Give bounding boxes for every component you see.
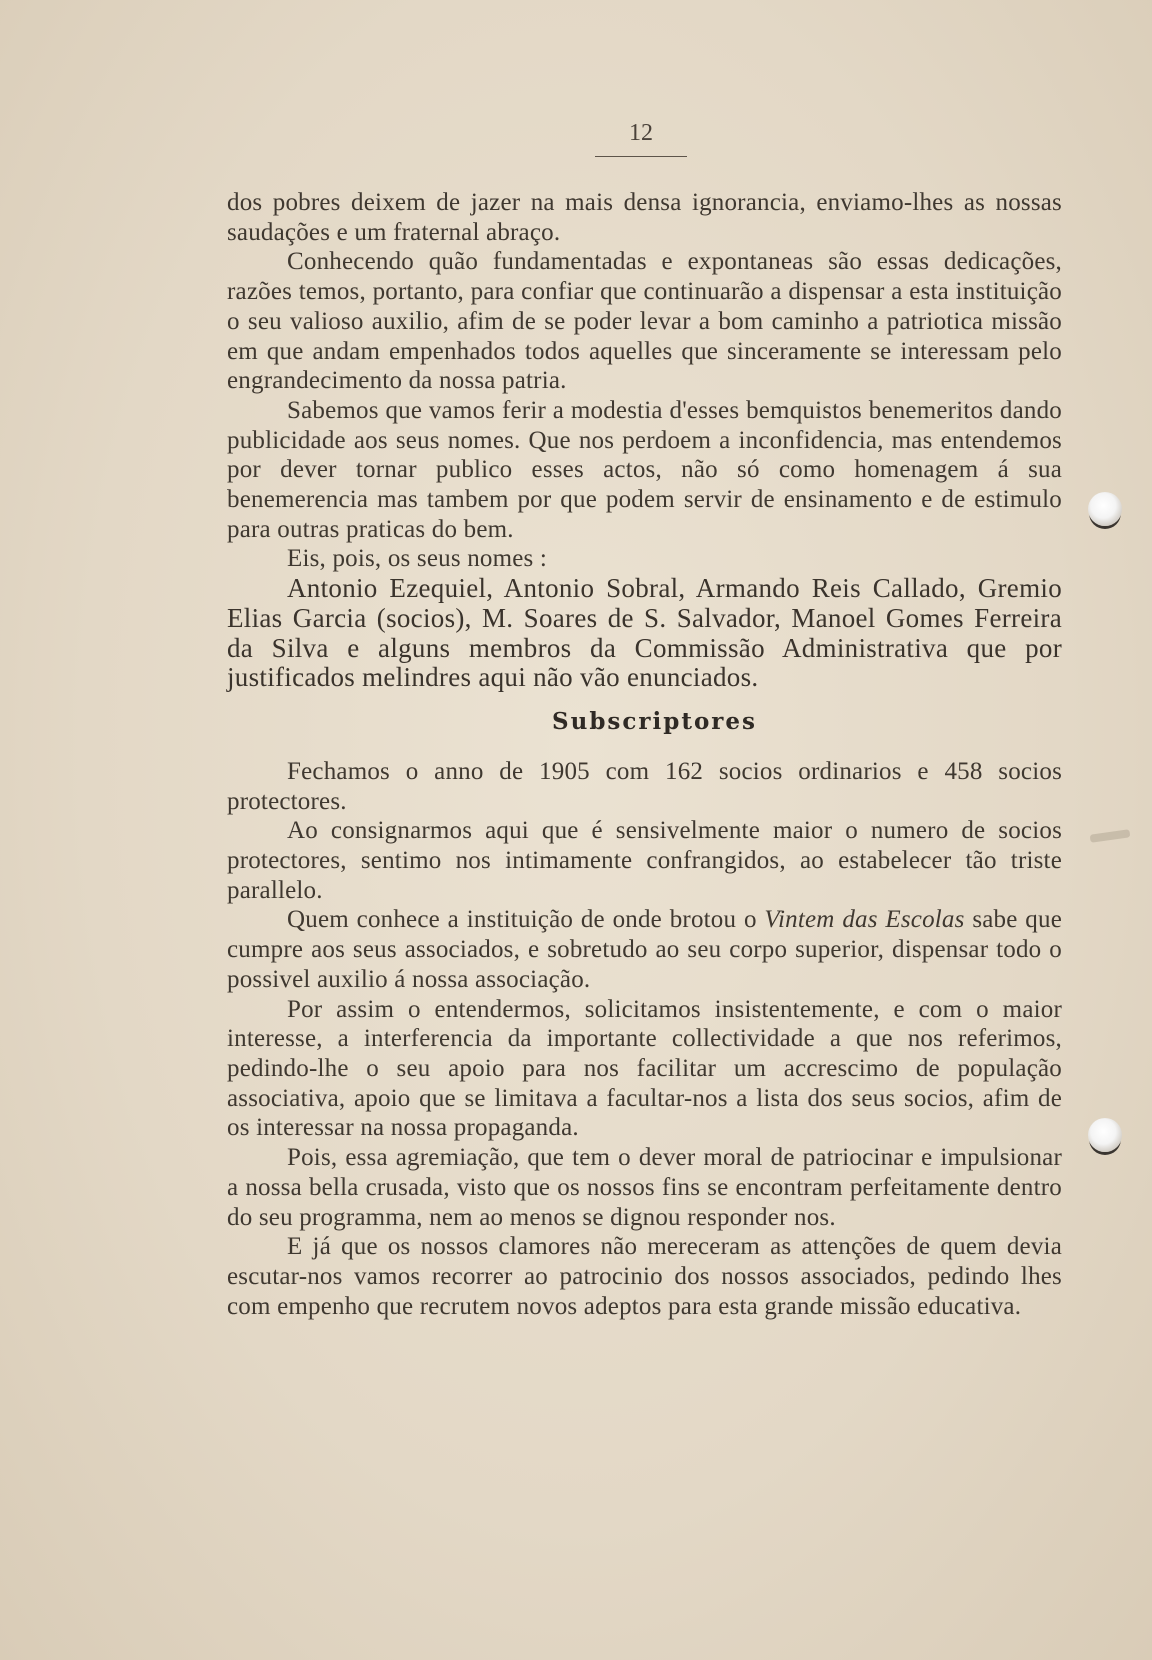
section-heading-subscriptores: Subscriptores — [552, 707, 757, 735]
paragraph-names-intro: Eis, pois, os seus nomes : — [287, 545, 548, 573]
paper-stain — [1090, 829, 1131, 842]
paragraph-continued: dos pobres deixem de jazer na mais densa ignorancia, enviamo-lhes as nossas saudações e um fraternal abraço. — [227, 189, 1062, 246]
paragraph-dedications: Conhecendo quão fundamentadas e expontaneas são essas dedicações, razões temos, portanto, para confiar que continuarão a dispensar a esta instituição o seu valioso auxilio, afim de se poder levar a bom caminho a patriotica missão em que andam empenhados todos aquelles que sinceramente se interessam pelo engrandecimento da nossa patria. — [227, 248, 1062, 395]
paragraph-names-list: Antonio Ezequiel, Antonio Sobral, Armando Reis Callado, Gremio Elias Garcia (socios), M. Soares de S. Salvador, Manoel Gomes Ferreira da Silva e alguns membros da Commissão Administrativa que por justificados melindres aqui não vão enunciados. — [227, 573, 1062, 693]
page-number: 12 — [629, 120, 653, 146]
paragraph-modesty: Sabemos que vamos ferir a modestia d'esses bemquistos benemeritos dando publicidade aos seus nomes. Que nos perdoem a inconfidencia, mas entendemos por dever tornar publico esses actos, não só como homenagem á sua benemerencia mas tambem por que podem servir de ensinamento e de estimulo para outras praticas do bem. — [227, 396, 1062, 543]
escolas-title-italic: Vintem das Escolas — [764, 906, 965, 934]
paragraph-clamores: E já que os nossos clamores não mereceram as attenções de quem devia escutar-nos vamos recorrer ao patrocinio dos nossos associados, pedindo lhes com empenho que recrutem novos adeptos para esta grande missão educativa. — [227, 1233, 1062, 1320]
paragraph-interference: Por assim o entendermos, solicitamos insistentemente, e com o maior interesse, a interferencia da importante collectividade a que nos referimos, pedindo-lhe o seu apoio para nos facilitar um accrescimo de população associativa, apoio que se limitava a facultar-nos a lista dos seus socios, afim de os interessar na nossa propaganda. — [227, 995, 1062, 1142]
page-number-area — [0, 120, 1152, 146]
binding-hole-bottom — [1088, 1118, 1122, 1152]
paragraph-agremiacao: Pois, essa agremiação, que tem o dever moral de patriocinar e impulsionar a nossa bella crusada, visto que os nossos fins se encontram perfeitamente dentro do seu programma, nem ao menos se dignou responder nos. — [227, 1144, 1062, 1231]
body-text — [227, 188, 1062, 1321]
binding-hole-top — [1088, 492, 1122, 526]
page-number-rule — [595, 156, 687, 157]
paragraph-socios-protectores: Ao consignarmos aqui que é sensivelmente maior o numero de socios protectores, sentimo nos intimamente confrangidos, ao estabelecer tão triste parallelo. — [227, 817, 1062, 904]
paragraph-socios-count: Fechamos o anno de 1905 com 162 socios ordinarios e 458 socios protectores. — [227, 757, 1062, 815]
escolas-text-before: Quem conhece a instituição de onde brotou o — [287, 906, 765, 934]
paragraph-vintem-das-escolas — [227, 905, 1062, 994]
escolas-text-after: sabe que cumpre aos seus associados, e sobretudo ao seu corpo superior, dispensar todo o possivel auxilio á nossa associação. — [227, 906, 1062, 993]
